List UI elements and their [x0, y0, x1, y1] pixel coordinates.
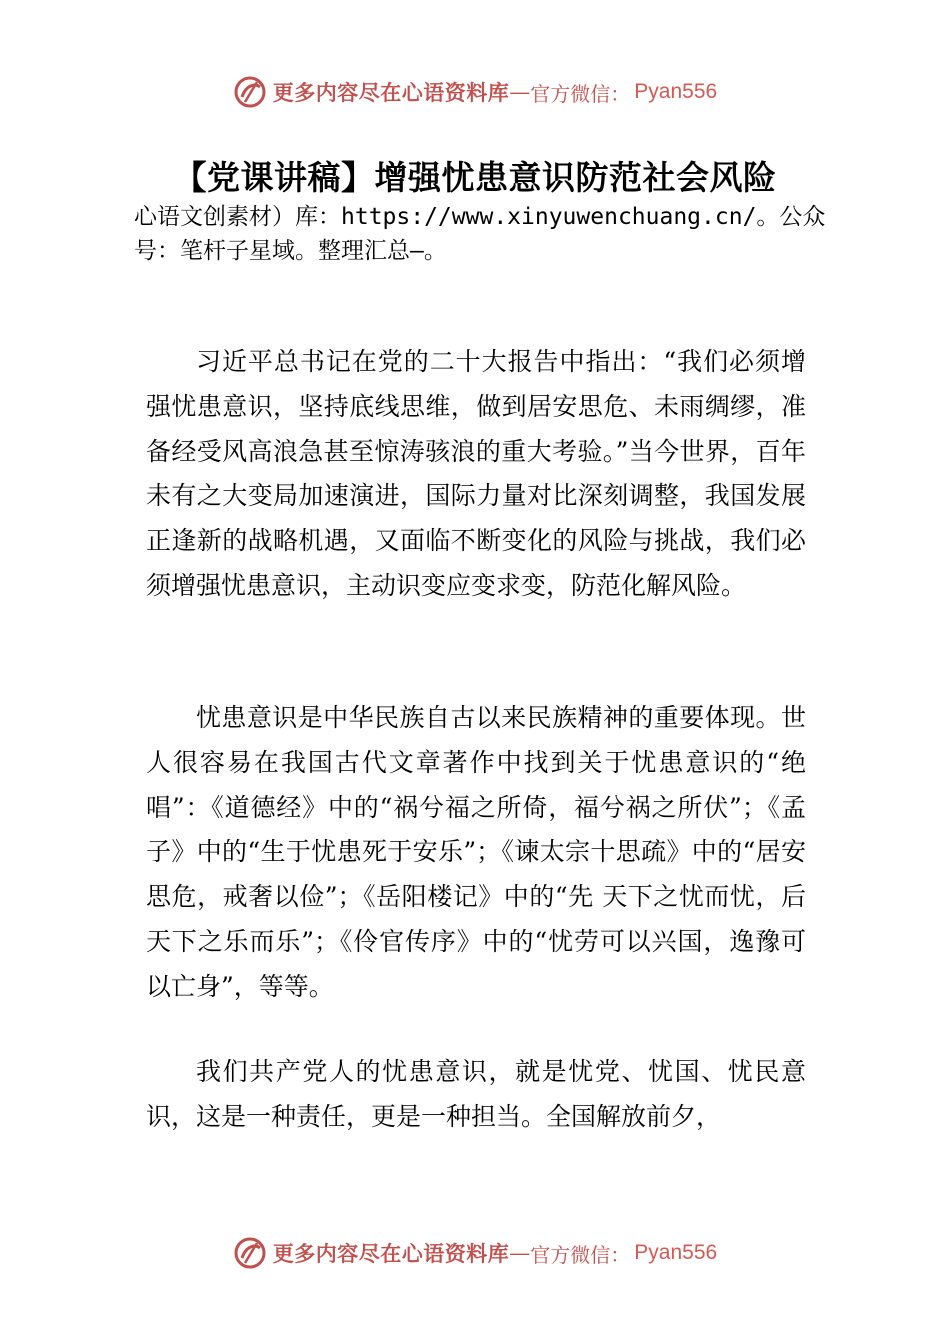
banner-wechat-id: Pyan556: [634, 1241, 718, 1264]
brand-logo-icon: [233, 75, 267, 109]
paragraph-2: 忧患意识是中华民族自古以来民族精神的重要体现。世人很容易在我国古代文章著作中找到关于忧患意识的“绝唱”：《道德经》中的“祸兮福之所倚，福兮祸之所伏”；《孟子》中的“生于忧患死于安乐”；《谏太宗十思疏》中的“居安思危，戒奢以俭”；《岳阳楼记》中的“先 天下之忧而忧，后天下之乐而乐”；《伶官传序》中的“忧劳可以兴国，逸豫可以亡身”，等等。: [146, 703, 806, 1001]
source-line: 心语文创素材）库：https://www.xinyuwenchuang.cn/。公众号：笔杆子星域。整理汇总—。: [134, 204, 826, 264]
banner-wechat-label: 官方微信：: [530, 81, 631, 106]
paragraph-1: 习近平总书记在党的二十大报告中指出：“我们必须增强忧患意识，坚持底线思维，做到居安思危、未雨绸缪，准备经受风高浪急甚至惊涛骇浪的重大考验。”当今世界，百年未有之大变局加速演进，国际力量对比深刻调整，我国发展正逢新的战略机遇，又面临不断变化的风险与挑战，我们必须增强忧患意识，主动识变应变求变，防范化解风险。: [146, 347, 806, 600]
banner-dash: —: [509, 80, 531, 104]
header-banner: [0, 72, 950, 112]
banner-text: 更多内容尽在心语资料库: [272, 80, 510, 105]
paragraph-3: 我们共产党人的忧患意识，就是忧党、忧国、忧民意识，这是一种责任，更是一种担当。全国解放前夕，: [146, 1057, 806, 1131]
document-title: 【党课讲稿】增强忧患意识防范社会风险: [173, 158, 777, 197]
banner-wechat-id: Pyan556: [634, 80, 718, 103]
brand-logo-icon: [233, 1236, 267, 1270]
banner-dash: —: [509, 1241, 531, 1265]
banner-wechat-label: 官方微信：: [530, 1242, 631, 1267]
banner-text: 更多内容尽在心语资料库: [272, 1241, 510, 1266]
footer-banner: [0, 1233, 950, 1273]
